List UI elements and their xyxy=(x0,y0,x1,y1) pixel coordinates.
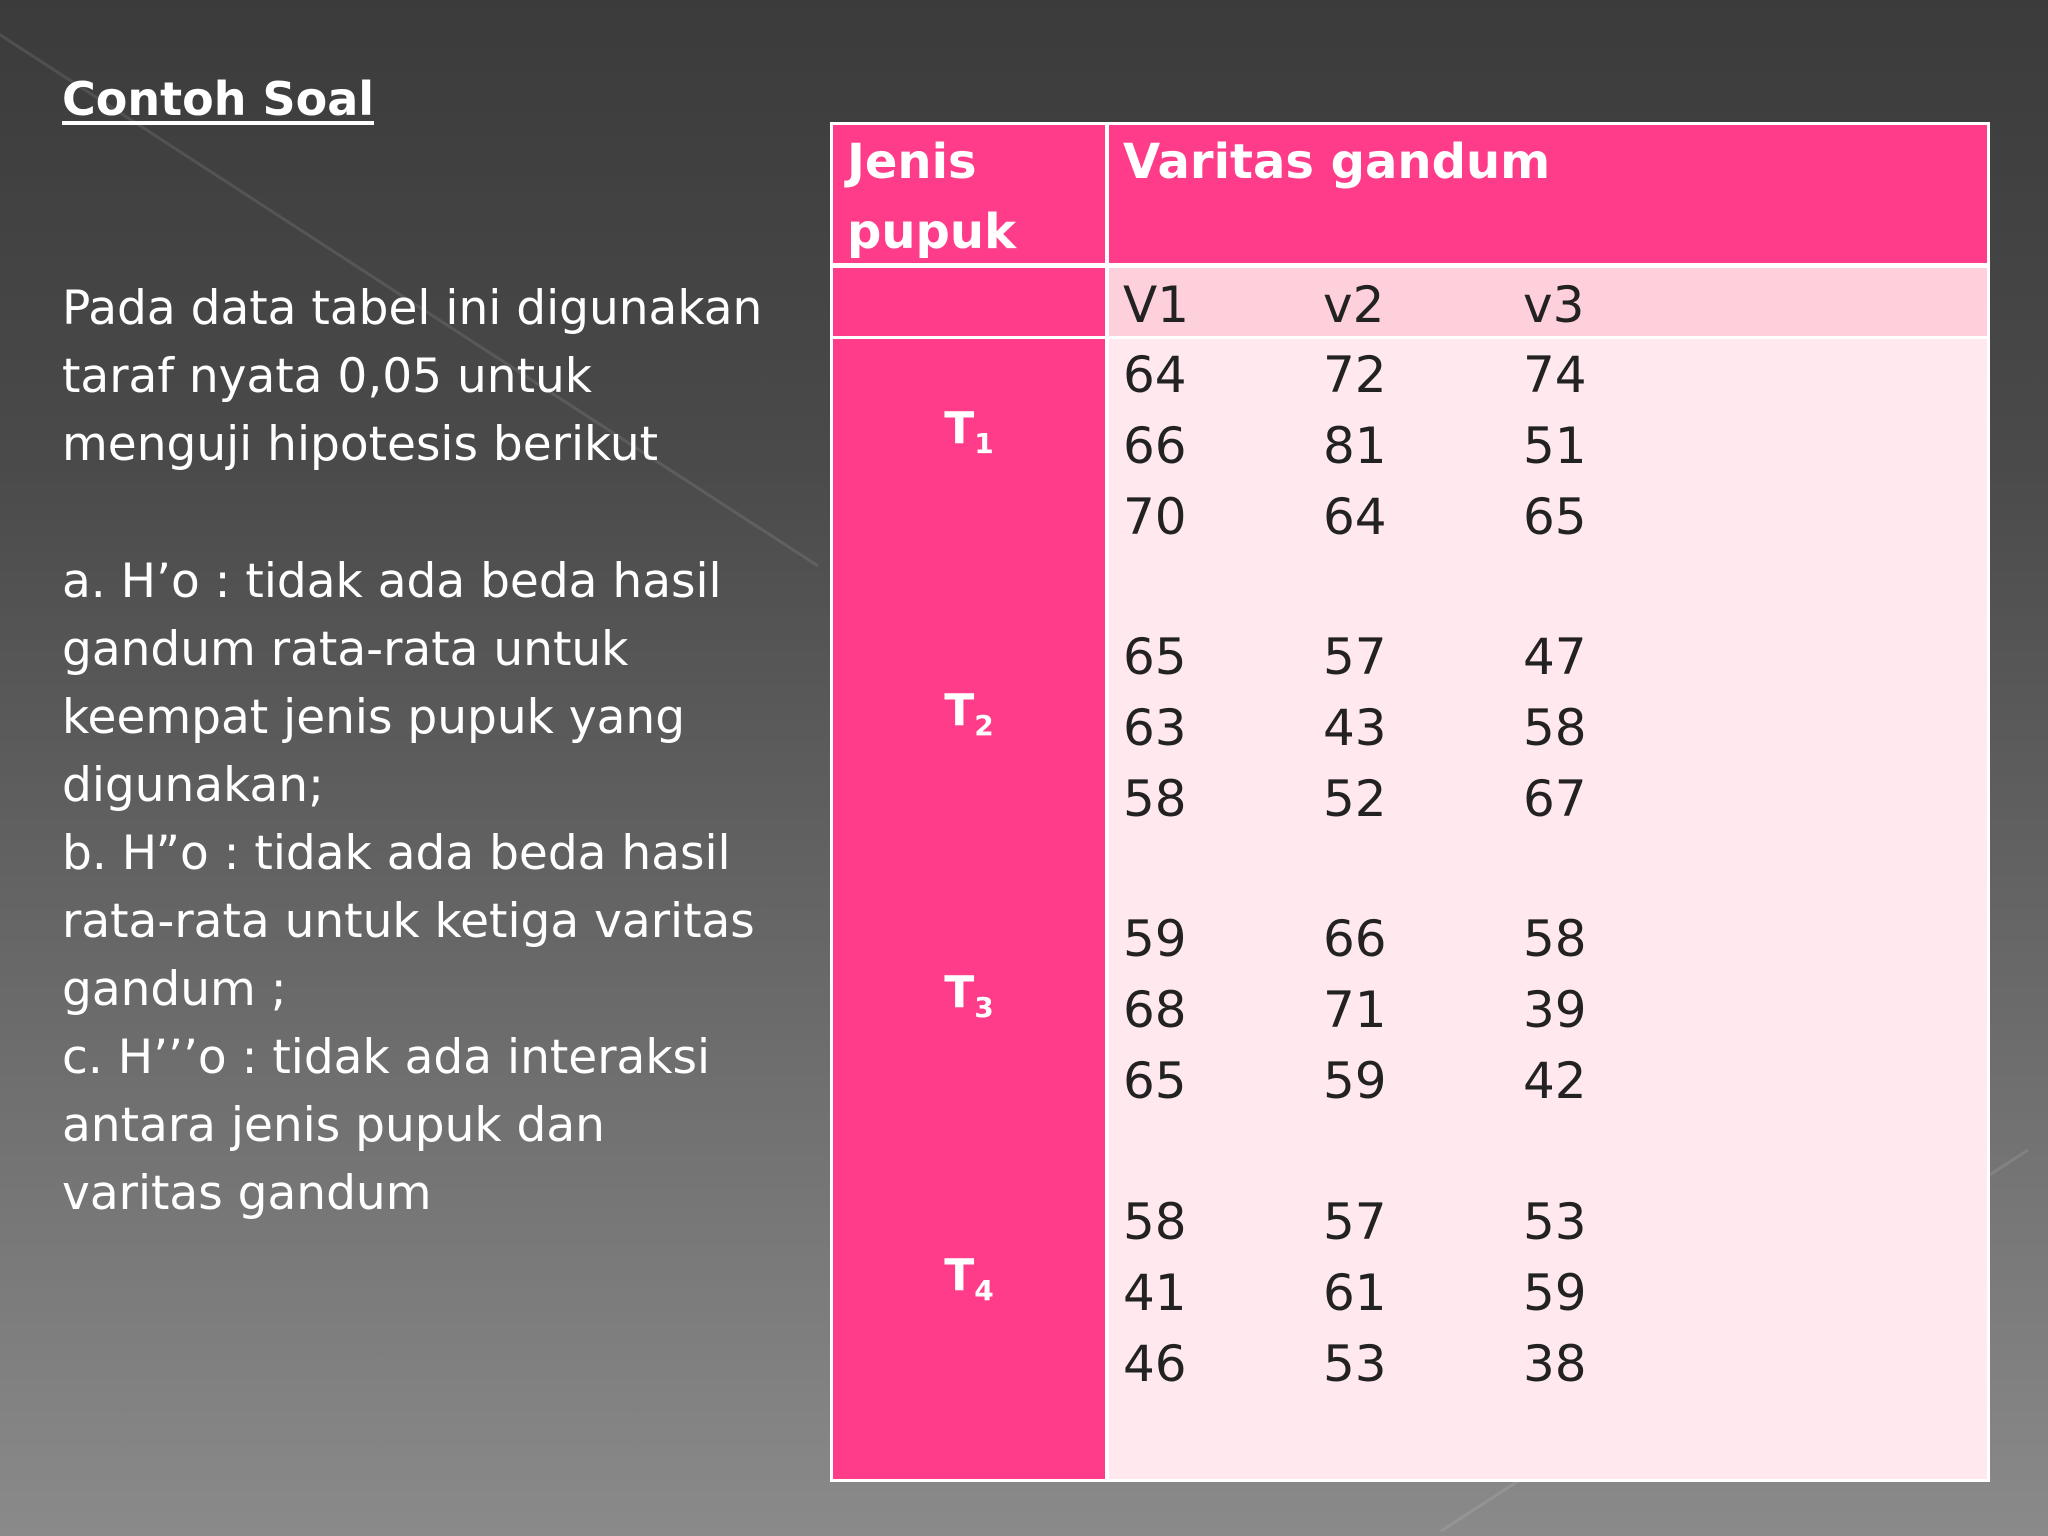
table-cell: 47 xyxy=(1523,628,1587,686)
intro-paragraph xyxy=(62,275,782,479)
table-cell: 68 xyxy=(1123,981,1187,1039)
table-cell: 72 xyxy=(1323,346,1387,404)
table-cell: 51 xyxy=(1523,417,1587,475)
hypothesis-line: a. H’o : tidak ada beda hasil xyxy=(62,554,722,609)
column-header: v3 xyxy=(1523,276,1585,334)
treatment-label xyxy=(833,685,1105,742)
table-cell: 59 xyxy=(1123,910,1187,968)
table-cell: 57 xyxy=(1323,628,1387,686)
table-cell: 67 xyxy=(1523,770,1587,828)
data-table xyxy=(830,122,1990,1482)
treatment-label xyxy=(833,1250,1105,1307)
table-cell: 41 xyxy=(1123,1264,1187,1322)
hypothesis-line: gandum rata-rata untuk xyxy=(62,622,629,677)
treatment-subscript: 4 xyxy=(974,1274,994,1307)
table-cell: 61 xyxy=(1323,1264,1387,1322)
table-cell: 65 xyxy=(1523,488,1587,546)
treatment-subscript: 3 xyxy=(974,991,994,1024)
intro-line: Pada data tabel ini digunakan xyxy=(62,281,763,336)
table-cell: 38 xyxy=(1523,1335,1587,1393)
hypotheses-list xyxy=(62,548,782,1228)
table-cell: 53 xyxy=(1323,1335,1387,1393)
hypothesis-line: rata-rata untuk ketiga varitas xyxy=(62,894,755,949)
table-cell: 65 xyxy=(1123,1052,1187,1110)
hypothesis-line: gandum ; xyxy=(62,962,287,1017)
treatment-name: T xyxy=(944,685,975,736)
column-header: v2 xyxy=(1323,276,1385,334)
table-cell: 58 xyxy=(1123,770,1187,828)
table-cell: 57 xyxy=(1323,1193,1387,1251)
table-cell: 63 xyxy=(1123,699,1187,757)
hypothesis-line: c. H’’’o : tidak ada interaksi xyxy=(62,1030,711,1085)
slide-title: Contoh Soal xyxy=(62,72,375,126)
hypothesis-line: b. H”o : tidak ada beda hasil xyxy=(62,826,731,881)
hypothesis-line: digunakan; xyxy=(62,758,324,813)
header-line: Jenis xyxy=(847,134,977,190)
treatment-name: T xyxy=(944,1250,975,1301)
column-header: V1 xyxy=(1123,276,1190,334)
treatment-name: T xyxy=(944,967,975,1018)
table-cell: 66 xyxy=(1323,910,1387,968)
table-cell: 39 xyxy=(1523,981,1587,1039)
hypothesis-line: antara jenis pupuk dan xyxy=(62,1098,605,1153)
table-cell: 46 xyxy=(1123,1335,1187,1393)
table-cell: 58 xyxy=(1123,1193,1187,1251)
table-cell: 42 xyxy=(1523,1052,1587,1110)
header-line: pupuk xyxy=(847,204,1016,260)
table-cell: 64 xyxy=(1123,346,1187,404)
table-cell: 59 xyxy=(1523,1264,1587,1322)
hypothesis-line: varitas gandum xyxy=(62,1166,432,1221)
table-cell: 65 xyxy=(1123,628,1187,686)
table-cell: 70 xyxy=(1123,488,1187,546)
table-cell: 64 xyxy=(1323,488,1387,546)
subheader-divider xyxy=(833,336,1987,339)
table-cell: 52 xyxy=(1323,770,1387,828)
treatment-label xyxy=(833,967,1105,1024)
treatment-name: T xyxy=(944,403,975,454)
table-cell: 58 xyxy=(1523,910,1587,968)
table-cell: 66 xyxy=(1123,417,1187,475)
header-varitas-gandum: Varitas gandum xyxy=(1123,134,1551,190)
table-cell: 81 xyxy=(1323,417,1387,475)
table-cell: 53 xyxy=(1523,1193,1587,1251)
intro-line: menguji hipotesis berikut xyxy=(62,417,659,472)
header-jenis-pupuk xyxy=(847,127,1016,267)
treatment-label xyxy=(833,403,1105,460)
intro-line: taraf nyata 0,05 untuk xyxy=(62,349,593,404)
table-cell: 59 xyxy=(1323,1052,1387,1110)
treatment-subscript: 2 xyxy=(974,709,994,742)
table-cell: 43 xyxy=(1323,699,1387,757)
table-cell: 71 xyxy=(1323,981,1387,1039)
table-cell: 74 xyxy=(1523,346,1587,404)
table-cell: 58 xyxy=(1523,699,1587,757)
treatment-subscript: 1 xyxy=(974,427,994,460)
hypothesis-line: keempat jenis pupuk yang xyxy=(62,690,686,745)
